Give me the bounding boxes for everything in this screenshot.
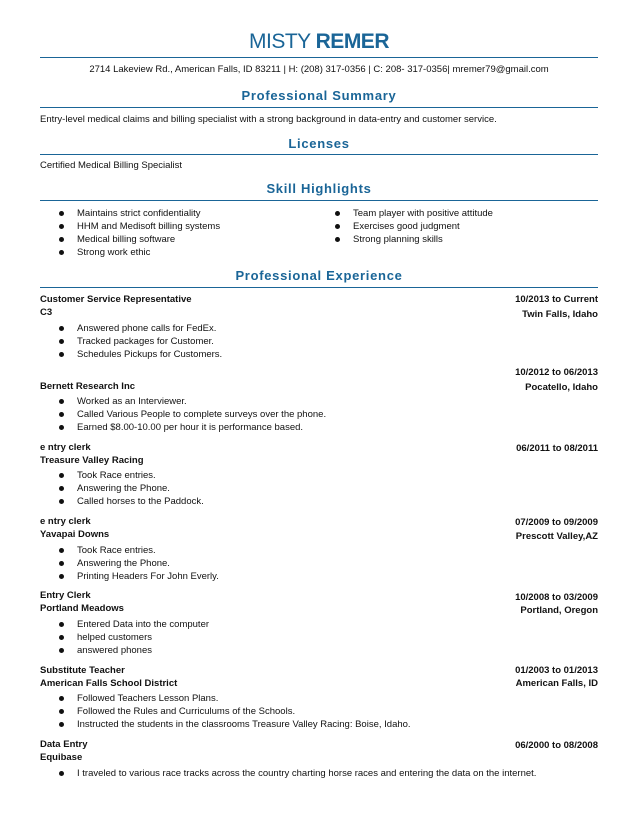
skills-heading: Skill Highlights [266,181,372,196]
summary-divider [40,107,598,108]
skill-item: HHM and Medisoft billing systems [57,220,220,233]
job-company: C3 [40,307,53,318]
job-company: Equibase [40,752,83,763]
job-title: e ntry clerk [40,442,91,453]
job-title: Customer Service Representative [40,294,192,305]
license-text: Certified Medical Billing Specialist [40,160,183,171]
job-bullet: Followed Teachers Lesson Plans. [57,692,411,705]
job-bullet: Tracked packages for Customer. [57,335,222,348]
skill-item: Medical billing software [57,233,220,246]
job-location: Portland, Oregon [520,605,598,616]
job-bullets [57,618,209,657]
job-bullets [57,469,204,508]
job-bullet: Schedules Pickups for Customers. [57,348,222,361]
job-dates: 10/2013 to Current [515,294,598,305]
job-bullet: Took Race entries. [57,469,204,482]
job-dates: 06/2000 to 08/2008 [515,740,598,751]
skill-item: Maintains strict confidentiality [57,207,220,220]
experience-divider [40,287,598,288]
last-name: REMER [315,30,389,53]
skill-item: Exercises good judgment [333,220,493,233]
skills-divider [40,200,598,201]
job-bullet: I traveled to various race tracks across the country charting horse races and entering the data on the internet. [57,767,536,780]
experience-heading: Professional Experience [235,268,403,283]
skills-right-list [333,207,493,246]
job-title: Entry Clerk [40,590,91,601]
job-bullet: Took Race entries. [57,544,219,557]
skill-item: Strong planning skills [333,233,493,246]
job-bullet: Entered Data into the computer [57,618,209,631]
job-company: American Falls School District [40,678,178,689]
job-bullet: Earned $8.00-10.00 per hour it is performance based. [57,421,326,434]
job-bullet: answered phones [57,644,209,657]
candidate-name [0,30,638,54]
job-dates: 10/2012 to 06/2013 [515,367,598,378]
summary-text: Entry-level medical claims and billing specialist with a strong background in data-entry and customer service. [40,114,497,125]
job-bullets [57,692,411,731]
job-bullet: Called horses to the Paddock. [57,495,204,508]
job-title: Data Entry [40,739,88,750]
skills-left-list [57,207,220,259]
contact-line: 2714 Lakeview Rd., American Falls, ID 83211 | H: (208) 317-0356 | C: 208- 317-0356| mremer79@gmail.com [89,64,549,75]
job-company: Yavapai Downs [40,529,110,540]
job-company: Portland Meadows [40,603,124,614]
job-bullet: Called Various People to complete surveys over the phone. [57,408,326,421]
job-bullets [57,544,219,583]
first-name: MISTY [249,30,311,53]
licenses-heading: Licenses [288,136,350,151]
job-location: American Falls, ID [515,678,598,689]
job-bullets [57,395,326,434]
job-bullet: Printing Headers For John Everly. [57,570,219,583]
job-location: Twin Falls, Idaho [522,309,598,320]
summary-heading: Professional Summary [241,88,397,103]
job-title: Substitute Teacher [40,665,125,676]
skill-item: Team player with positive attitude [333,207,493,220]
header-divider [40,57,598,58]
skill-item: Strong work ethic [57,246,220,259]
job-dates: 01/2003 to 01/2013 [515,665,598,676]
job-bullet: Answering the Phone. [57,482,204,495]
licenses-divider [40,154,598,155]
job-bullets [57,767,536,780]
job-bullet: helped customers [57,631,209,644]
job-location: Pocatello, Idaho [525,382,598,393]
job-bullets [57,322,222,361]
job-bullet: Answered phone calls for FedEx. [57,322,222,335]
job-location: Prescott Valley,AZ [515,531,598,542]
job-bullet: Followed the Rules and Curriculums of the Schools. [57,705,411,718]
job-dates: 07/2009 to 09/2009 [515,517,598,528]
job-title: e ntry clerk [40,516,91,527]
job-dates: 10/2008 to 03/2009 [515,592,598,603]
job-company: Bernett Research Inc [40,381,136,392]
job-bullet: Answering the Phone. [57,557,219,570]
job-bullet: Instructed the students in the classrooms Treasure Valley Racing: Boise, Idaho. [57,718,411,731]
job-bullet: Worked as an Interviewer. [57,395,326,408]
job-dates: 06/2011 to 08/2011 [516,443,598,454]
job-company: Treasure Valley Racing [40,455,144,466]
